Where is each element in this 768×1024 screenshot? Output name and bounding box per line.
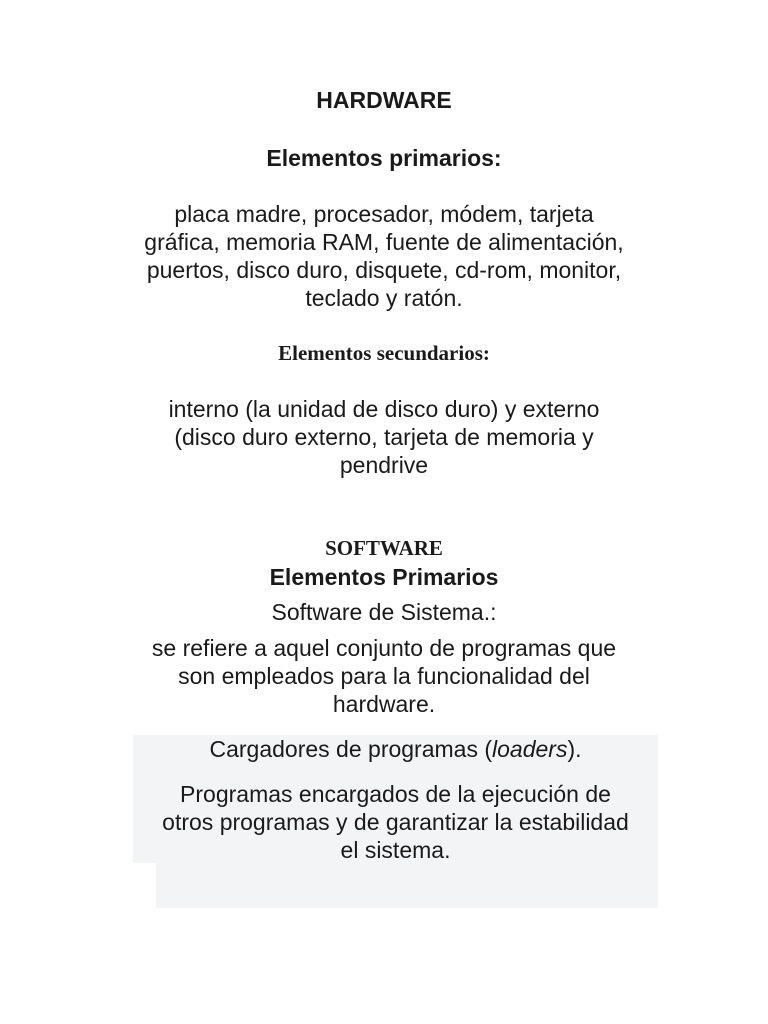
loaders-prefix: Cargadores de programas (: [209, 736, 493, 762]
software-title: SOFTWARE: [325, 536, 443, 560]
system-software-label: Software de Sistema.:: [271, 599, 497, 625]
text-line: placa madre, procesador, módem, tarjeta: [174, 201, 594, 227]
text-line: Programas encargados de la ejecución de: [180, 781, 611, 807]
text-line: (disco duro externo, tarjeta de memoria y: [174, 424, 594, 450]
text-line: puertos, disco duro, disquete, cd-rom, monitor,: [146, 257, 622, 283]
text-line: se refiere a aquel conjunto de programas que: [151, 635, 617, 661]
text-line: hardware.: [332, 691, 436, 717]
text-line: son empleados para la funcionalidad del: [178, 663, 590, 689]
text-line: teclado y ratón.: [305, 285, 463, 311]
shaded-box-tail: [156, 860, 658, 908]
system-software-description: [0, 634, 768, 718]
hardware-primary-heading: Elementos primarios:: [266, 145, 502, 171]
text-line: el sistema.: [340, 837, 451, 863]
hardware-primary-list: [0, 200, 768, 312]
hardware-title: HARDWARE: [316, 87, 452, 113]
text-line: otros programas y de garantizar la estabilidad: [162, 809, 629, 835]
loaders-heading: [128, 735, 663, 763]
text-line: interno (la unidad de disco duro) y externo: [168, 396, 600, 422]
text-line: pendrive: [339, 452, 429, 478]
loaders-term: loaders: [492, 736, 568, 762]
software-primary-heading: Elementos Primarios: [269, 564, 499, 590]
loaders-description: [128, 780, 663, 864]
text-line: gráfica, memoria RAM, fuente de alimentación,: [144, 229, 624, 255]
loaders-suffix: ).: [567, 736, 582, 762]
hardware-secondary-heading: Elementos secundarios:: [278, 341, 490, 365]
hardware-secondary-list: [0, 395, 768, 479]
